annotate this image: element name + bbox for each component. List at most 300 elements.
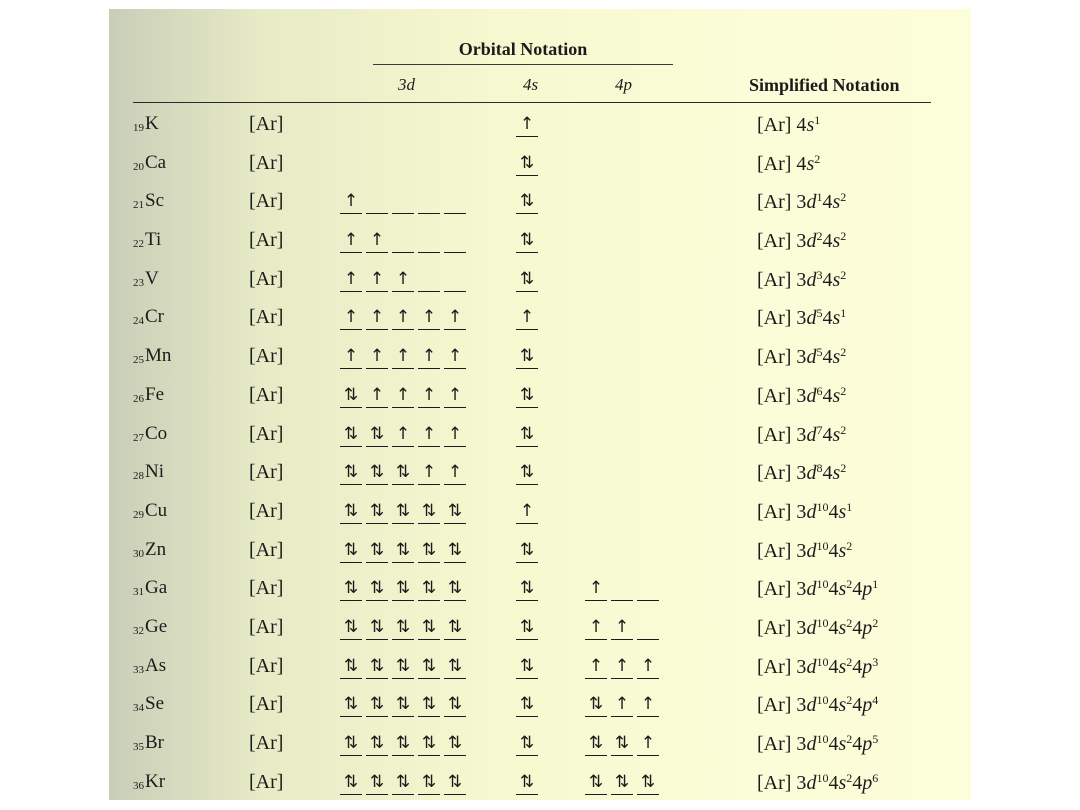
orbital-box: ⇅ bbox=[366, 422, 388, 447]
orbital-box bbox=[366, 189, 388, 214]
header-rule bbox=[133, 102, 931, 103]
notation-text: 4 bbox=[822, 462, 833, 485]
orbital-letter: d bbox=[806, 616, 817, 639]
table-row bbox=[109, 726, 971, 765]
notation-text: 4 bbox=[822, 384, 833, 407]
orbital-letter: p bbox=[862, 771, 873, 794]
simplified-notation bbox=[757, 655, 878, 679]
noble-gas-core: [Ar] bbox=[249, 345, 284, 368]
orbital-4s-group bbox=[516, 576, 542, 601]
orbital-box: ↑ bbox=[418, 383, 440, 408]
element-name: Ga bbox=[145, 577, 168, 599]
orbital-letter: d bbox=[806, 578, 817, 601]
orbital-box: ⇅ bbox=[392, 576, 414, 601]
orbital-box: ⇅ bbox=[340, 499, 362, 524]
orbital-box: ⇅ bbox=[418, 576, 440, 601]
simplified-notation bbox=[757, 500, 852, 524]
orbital-box: ↑ bbox=[444, 383, 466, 408]
orbital-box: ⇅ bbox=[516, 189, 538, 214]
element-name: Kr bbox=[145, 770, 166, 792]
element-symbol bbox=[133, 268, 159, 290]
noble-gas-core: [Ar] bbox=[249, 615, 284, 638]
orbital-3d-group bbox=[340, 615, 470, 640]
simplified-notation bbox=[757, 539, 852, 563]
col-4s-header: 4s bbox=[523, 75, 539, 94]
orbital-3d-group bbox=[340, 189, 470, 214]
orbital-box: ⇅ bbox=[340, 770, 362, 795]
orbital-letter: s bbox=[838, 733, 847, 755]
atomic-number: 20 bbox=[133, 160, 144, 173]
superscript: 1 bbox=[846, 499, 853, 514]
orbital-3d-group bbox=[340, 499, 470, 524]
superscript: 5 bbox=[816, 306, 823, 321]
table-row bbox=[109, 378, 971, 417]
notation-text: [Ar] 3 bbox=[757, 655, 807, 678]
notation-text: 4 bbox=[822, 423, 833, 446]
notation-text: 4 bbox=[828, 578, 839, 601]
orbital-box: ⇅ bbox=[366, 460, 388, 485]
table-row bbox=[109, 610, 971, 649]
orbital-box: ⇅ bbox=[444, 576, 466, 601]
noble-gas-core: [Ar] bbox=[249, 151, 284, 174]
orbital-box bbox=[418, 267, 440, 292]
element-name: Sc bbox=[145, 190, 164, 212]
notation-text: 4 bbox=[822, 268, 833, 291]
element-symbol bbox=[133, 577, 167, 599]
notation-text: [Ar] 3 bbox=[757, 346, 807, 369]
notation-text: [Ar] 3 bbox=[757, 191, 807, 214]
superscript: 10 bbox=[816, 538, 829, 553]
element-name: Ca bbox=[145, 151, 167, 173]
simplified-notation bbox=[757, 616, 878, 640]
superscript: 1 bbox=[816, 190, 823, 205]
notation-text: [Ar] 3 bbox=[757, 307, 807, 330]
superscript: 2 bbox=[846, 693, 853, 708]
orbital-box: ⇅ bbox=[366, 538, 388, 563]
superscript: 3 bbox=[816, 267, 823, 282]
atomic-number: 27 bbox=[133, 431, 144, 444]
orbital-letter: s bbox=[832, 268, 841, 291]
element-name: Se bbox=[145, 693, 164, 715]
notation-text: 4 bbox=[828, 771, 839, 794]
notation-text: [Ar] 3 bbox=[757, 230, 807, 253]
orbital-box: ⇅ bbox=[392, 692, 414, 717]
orbital-letter: s bbox=[838, 578, 847, 601]
orbital-box: ⇅ bbox=[444, 615, 466, 640]
textbook-page bbox=[109, 9, 971, 800]
orbital-box: ⇅ bbox=[585, 770, 607, 795]
simplified-notation bbox=[757, 384, 846, 408]
orbital-box: ⇅ bbox=[611, 770, 633, 795]
orbital-box: ⇅ bbox=[340, 692, 362, 717]
notation-text: [Ar] 3 bbox=[757, 733, 807, 755]
atomic-number: 32 bbox=[133, 624, 144, 637]
element-name: Ni bbox=[145, 461, 164, 483]
element-symbol bbox=[133, 190, 164, 212]
orbital-4s-group bbox=[516, 615, 542, 640]
element-symbol bbox=[133, 461, 164, 483]
orbital-3d-group bbox=[340, 692, 470, 717]
orbital-letter: p bbox=[862, 694, 873, 717]
noble-gas-core: [Ar] bbox=[249, 422, 284, 445]
orbital-box: ⇅ bbox=[585, 731, 607, 756]
element-symbol bbox=[133, 732, 164, 754]
orbital-box: ↑ bbox=[418, 344, 440, 369]
col-4p-header: 4p bbox=[615, 75, 632, 94]
superscript: 2 bbox=[840, 461, 847, 476]
atomic-number: 21 bbox=[133, 199, 144, 212]
orbital-box: ↑ bbox=[392, 422, 414, 447]
simplified-notation bbox=[757, 229, 846, 253]
simplified-notation bbox=[757, 461, 846, 485]
orbital-box: ↑ bbox=[366, 344, 388, 369]
orbital-notation-heading: Orbital Notation bbox=[458, 39, 588, 59]
element-symbol bbox=[133, 539, 166, 561]
orbital-letter: s bbox=[832, 307, 841, 330]
orbital-letter: d bbox=[806, 733, 817, 755]
notation-text: 4 bbox=[828, 500, 839, 523]
orbital-4s-group bbox=[516, 654, 542, 679]
orbital-box: ⇅ bbox=[418, 538, 440, 563]
superscript: 2 bbox=[814, 151, 821, 166]
element-name: Co bbox=[145, 422, 168, 444]
orbital-letter: s bbox=[838, 616, 847, 639]
atomic-number: 22 bbox=[133, 238, 144, 251]
orbital-box: ↑ bbox=[516, 305, 538, 330]
orbital-letter: d bbox=[806, 771, 817, 794]
orbital-box: ⇅ bbox=[392, 460, 414, 485]
orbital-box: ⇅ bbox=[418, 770, 440, 795]
noble-gas-core: [Ar] bbox=[249, 732, 284, 754]
orbital-box: ↑ bbox=[585, 615, 607, 640]
orbital-box: ⇅ bbox=[392, 731, 414, 756]
orbital-letter: d bbox=[806, 230, 817, 253]
orbital-box: ⇅ bbox=[516, 228, 538, 253]
orbital-box: ⇅ bbox=[516, 731, 538, 756]
orbital-box: ⇅ bbox=[418, 692, 440, 717]
orbital-4s-group bbox=[516, 731, 542, 756]
orbital-letter: d bbox=[806, 346, 817, 369]
orbital-letter: d bbox=[806, 307, 817, 330]
orbital-box: ↑ bbox=[637, 731, 659, 756]
orbital-box bbox=[392, 228, 414, 253]
atomic-number: 36 bbox=[133, 779, 144, 792]
simplified-notation bbox=[757, 693, 878, 717]
table-row bbox=[109, 649, 971, 688]
element-name: V bbox=[145, 267, 159, 289]
orbital-box: ⇅ bbox=[418, 731, 440, 756]
notation-text: 4 bbox=[828, 733, 839, 755]
orbital-3d-group bbox=[340, 344, 470, 369]
superscript: 10 bbox=[816, 693, 829, 708]
table-row bbox=[109, 223, 971, 262]
element-symbol bbox=[133, 306, 164, 328]
atomic-number: 31 bbox=[133, 586, 144, 599]
orbital-box: ⇅ bbox=[392, 770, 414, 795]
element-symbol bbox=[133, 655, 166, 677]
orbital-box: ⇅ bbox=[516, 654, 538, 679]
orbital-4s-group bbox=[516, 383, 542, 408]
orbital-box: ⇅ bbox=[366, 770, 388, 795]
superscript: 2 bbox=[846, 654, 853, 669]
element-symbol bbox=[133, 152, 166, 174]
orbital-4s-group bbox=[516, 460, 542, 485]
orbital-box: ↑ bbox=[585, 654, 607, 679]
superscript: 2 bbox=[840, 422, 847, 437]
orbital-3d-group bbox=[340, 770, 470, 795]
atomic-number: 25 bbox=[133, 354, 144, 367]
col-3d-header: 3d bbox=[398, 75, 415, 94]
noble-gas-core: [Ar] bbox=[249, 267, 284, 290]
simplified-notation bbox=[757, 190, 846, 214]
element-name: K bbox=[145, 113, 159, 134]
superscript: 7 bbox=[816, 422, 823, 437]
noble-gas-core: [Ar] bbox=[249, 538, 284, 561]
orbital-box: ↑ bbox=[611, 692, 633, 717]
orbital-letter: s bbox=[832, 230, 841, 253]
orbital-box: ⇅ bbox=[340, 576, 362, 601]
orbital-box: ⇅ bbox=[392, 499, 414, 524]
notation-text: [Ar] 3 bbox=[757, 694, 807, 717]
orbital-box: ↑ bbox=[444, 305, 466, 330]
orbital-4s-group bbox=[516, 770, 542, 795]
simplified-notation bbox=[757, 268, 846, 292]
orbital-box: ⇅ bbox=[516, 422, 538, 447]
orbital-box: ⇅ bbox=[366, 731, 388, 756]
table-row bbox=[109, 494, 971, 533]
orbital-letter: d bbox=[806, 694, 817, 717]
orbital-3d-group bbox=[340, 576, 470, 601]
superscript: 1 bbox=[814, 113, 821, 127]
orbital-box: ⇅ bbox=[340, 422, 362, 447]
orbital-4s-group bbox=[516, 189, 542, 214]
superscript: 2 bbox=[840, 190, 847, 205]
superscript: 2 bbox=[840, 229, 847, 244]
table-row bbox=[109, 146, 971, 185]
notation-text: 4 bbox=[822, 191, 833, 214]
orbital-letter: s bbox=[838, 500, 847, 523]
orbital-box: ⇅ bbox=[418, 499, 440, 524]
table-row bbox=[109, 455, 971, 494]
noble-gas-core: [Ar] bbox=[249, 229, 284, 252]
orbital-box: ⇅ bbox=[366, 654, 388, 679]
orbital-letter: d bbox=[806, 462, 817, 485]
orbital-box: ⇅ bbox=[340, 731, 362, 756]
superscript: 2 bbox=[816, 229, 823, 244]
orbital-box: ↑ bbox=[516, 112, 538, 137]
atomic-number: 30 bbox=[133, 547, 144, 560]
orbital-4s-group bbox=[516, 305, 542, 330]
table-row bbox=[109, 339, 971, 378]
orbital-box: ↑ bbox=[611, 615, 633, 640]
orbital-4p-group bbox=[585, 654, 663, 679]
orbital-box: ↑ bbox=[444, 344, 466, 369]
table-row bbox=[109, 262, 971, 301]
element-name: Cu bbox=[145, 499, 168, 521]
noble-gas-core: [Ar] bbox=[249, 190, 284, 213]
orbital-letter: s bbox=[832, 346, 841, 369]
element-name: Fe bbox=[145, 383, 164, 405]
orbital-box: ⇅ bbox=[516, 267, 538, 292]
orbital-box: ⇅ bbox=[418, 654, 440, 679]
orbital-box: ↑ bbox=[392, 383, 414, 408]
notation-text: [Ar] 3 bbox=[757, 423, 807, 446]
superscript: 5 bbox=[816, 345, 823, 360]
orbital-box: ⇅ bbox=[444, 654, 466, 679]
orbital-4s-group bbox=[516, 344, 542, 369]
noble-gas-core: [Ar] bbox=[249, 654, 284, 677]
superscript: 10 bbox=[816, 732, 829, 746]
superscript: 2 bbox=[840, 267, 847, 282]
orbital-box: ↑ bbox=[366, 228, 388, 253]
element-name: As bbox=[145, 654, 167, 676]
notation-text: [Ar] 3 bbox=[757, 268, 807, 291]
superscript: 6 bbox=[816, 383, 823, 398]
notation-text: 4 bbox=[852, 655, 863, 678]
noble-gas-core: [Ar] bbox=[249, 770, 284, 793]
noble-gas-core: [Ar] bbox=[249, 693, 284, 716]
notation-text: [Ar] 4 bbox=[757, 152, 807, 175]
orbital-box: ⇅ bbox=[340, 615, 362, 640]
notation-text: [Ar] 3 bbox=[757, 616, 807, 639]
superscript: 2 bbox=[846, 732, 853, 746]
element-name: Cr bbox=[145, 306, 164, 328]
orbital-4s-group bbox=[516, 499, 542, 524]
table-row bbox=[109, 417, 971, 456]
atomic-number: 33 bbox=[133, 663, 144, 676]
orbital-box: ↑ bbox=[637, 692, 659, 717]
orbital-letter: p bbox=[862, 616, 873, 639]
notation-text: [Ar] 3 bbox=[757, 539, 807, 562]
orbital-letter: d bbox=[806, 384, 817, 407]
table-row bbox=[109, 184, 971, 223]
superscript: 4 bbox=[872, 693, 879, 708]
orbital-box: ↑ bbox=[340, 305, 362, 330]
noble-gas-core: [Ar] bbox=[249, 577, 284, 600]
element-symbol bbox=[133, 384, 164, 406]
atomic-number: 24 bbox=[133, 315, 144, 328]
orbital-box bbox=[444, 189, 466, 214]
superscript: 8 bbox=[816, 461, 823, 476]
table-row bbox=[109, 300, 971, 339]
simplified-notation bbox=[757, 577, 878, 601]
orbital-3d-group bbox=[340, 538, 470, 563]
element-rows bbox=[109, 107, 971, 803]
orbital-4s-group bbox=[516, 228, 542, 253]
element-symbol bbox=[133, 345, 171, 367]
orbital-box: ⇅ bbox=[516, 615, 538, 640]
simplified-notation bbox=[757, 732, 878, 756]
orbital-letter: d bbox=[806, 268, 817, 291]
orbital-box: ⇅ bbox=[444, 692, 466, 717]
orbital-box: ↑ bbox=[418, 460, 440, 485]
orbital-box: ↑ bbox=[340, 267, 362, 292]
orbital-4s-group bbox=[516, 538, 542, 563]
orbital-3d-group bbox=[340, 460, 470, 485]
orbital-box: ↑ bbox=[340, 228, 362, 253]
notation-text: [Ar] 4 bbox=[757, 114, 807, 136]
superscript: 10 bbox=[816, 770, 829, 785]
orbital-box: ↑ bbox=[340, 189, 362, 214]
orbital-letter: s bbox=[832, 462, 841, 485]
superscript: 10 bbox=[816, 499, 829, 514]
orbital-box: ↑ bbox=[637, 654, 659, 679]
orbital-4p-group bbox=[585, 576, 663, 601]
orbital-3d-group bbox=[340, 422, 470, 447]
element-symbol bbox=[133, 423, 167, 445]
orbital-box: ↑ bbox=[611, 654, 633, 679]
notation-text: 4 bbox=[828, 655, 839, 678]
notation-text: 4 bbox=[852, 578, 863, 601]
notation-text: 4 bbox=[828, 539, 839, 562]
superscript: 10 bbox=[816, 577, 829, 592]
orbital-box: ⇅ bbox=[340, 538, 362, 563]
orbital-letter: s bbox=[832, 384, 841, 407]
element-symbol bbox=[133, 693, 164, 715]
superscript: 2 bbox=[846, 538, 853, 553]
table-row bbox=[109, 687, 971, 726]
orbital-box: ⇅ bbox=[516, 383, 538, 408]
table-row bbox=[109, 765, 971, 804]
atomic-number: 23 bbox=[133, 276, 144, 289]
orbital-4p-group bbox=[585, 770, 663, 795]
orbital-box: ↑ bbox=[444, 422, 466, 447]
notation-text: 4 bbox=[822, 230, 833, 253]
simplified-notation-header: Simplified Notation bbox=[749, 75, 900, 95]
simplified-notation bbox=[757, 152, 820, 176]
orbital-3d-group bbox=[340, 305, 470, 330]
simplified-notation bbox=[757, 306, 846, 330]
orbital-letter: d bbox=[806, 539, 817, 562]
superscript: 2 bbox=[840, 345, 847, 360]
orbital-letter: p bbox=[862, 655, 873, 678]
element-symbol bbox=[133, 113, 159, 135]
element-symbol bbox=[133, 616, 167, 638]
orbital-box: ⇅ bbox=[444, 538, 466, 563]
superscript: 2 bbox=[872, 615, 879, 630]
noble-gas-core: [Ar] bbox=[249, 383, 284, 406]
orbital-4p-group bbox=[585, 692, 663, 717]
orbital-box: ⇅ bbox=[366, 692, 388, 717]
orbital-4s-group bbox=[516, 151, 542, 176]
orbital-3d-group bbox=[340, 654, 470, 679]
element-name: Mn bbox=[145, 345, 172, 367]
orbital-box: ⇅ bbox=[516, 692, 538, 717]
superscript: 5 bbox=[872, 732, 879, 746]
superscript: 6 bbox=[872, 770, 879, 785]
orbital-box bbox=[392, 189, 414, 214]
notation-text: 4 bbox=[852, 771, 863, 794]
notation-text: 4 bbox=[828, 616, 839, 639]
orbital-3d-group bbox=[340, 383, 470, 408]
orbital-box bbox=[418, 228, 440, 253]
orbital-letter: p bbox=[862, 578, 873, 601]
orbital-box: ⇅ bbox=[516, 576, 538, 601]
notation-text: [Ar] 3 bbox=[757, 500, 807, 523]
orbital-box: ⇅ bbox=[516, 151, 538, 176]
superscript: 2 bbox=[846, 770, 853, 785]
atomic-number: 29 bbox=[133, 508, 144, 521]
orbital-box: ⇅ bbox=[444, 731, 466, 756]
orbital-box: ↑ bbox=[585, 576, 607, 601]
orbital-box: ↑ bbox=[516, 499, 538, 524]
orbital-box: ⇅ bbox=[392, 538, 414, 563]
orbital-box: ⇅ bbox=[418, 615, 440, 640]
element-symbol bbox=[133, 771, 165, 793]
orbital-letter: s bbox=[806, 114, 815, 136]
orbital-box: ↑ bbox=[418, 305, 440, 330]
orbital-4s-group bbox=[516, 267, 542, 292]
